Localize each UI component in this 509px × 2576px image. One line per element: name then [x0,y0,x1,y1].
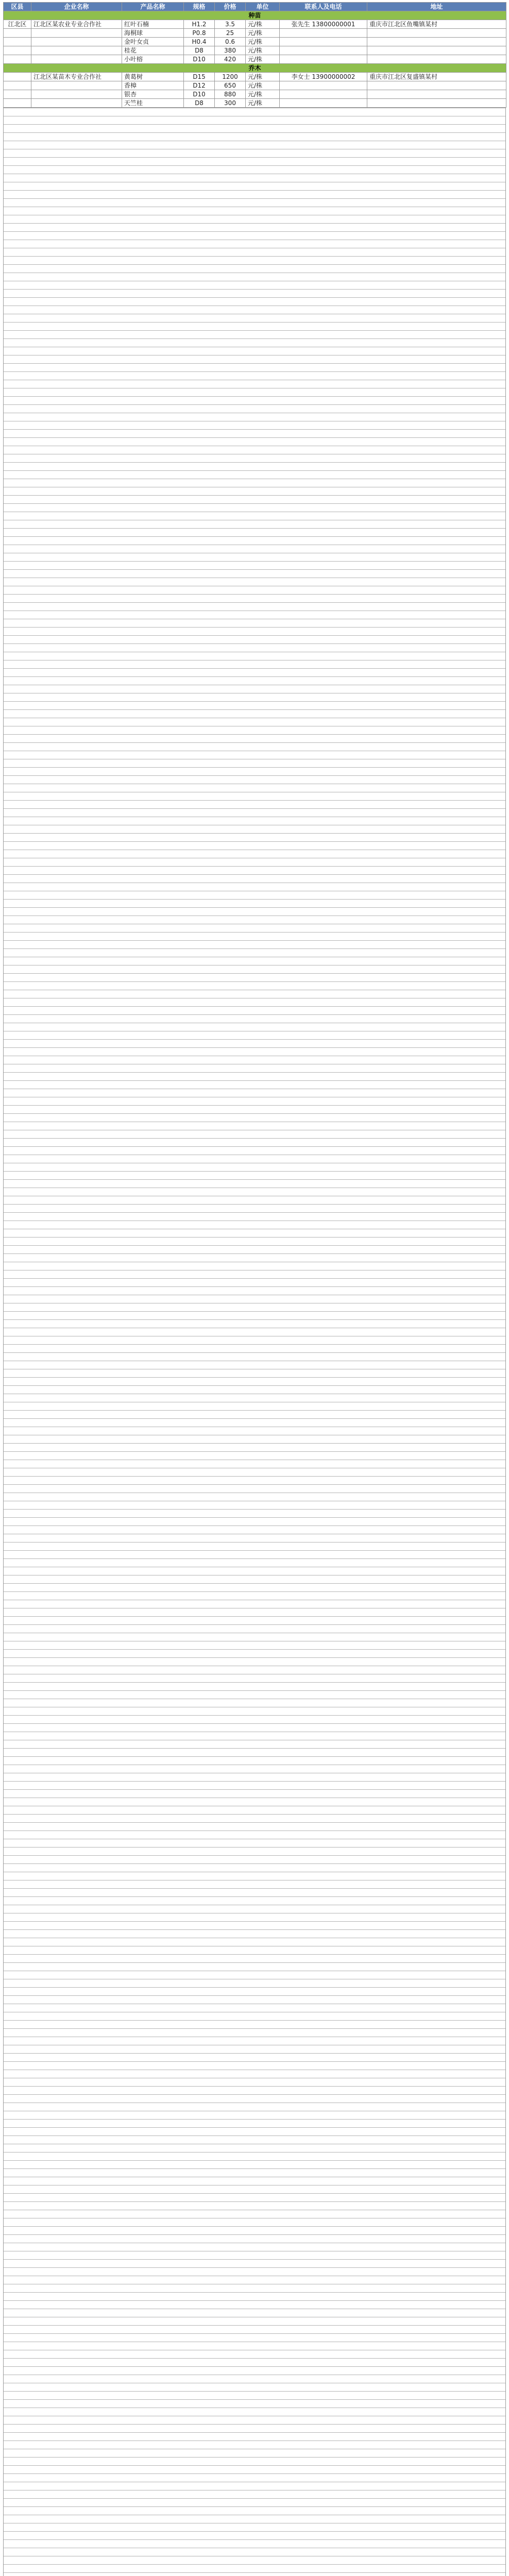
header-company: 企业名称 [31,3,122,11]
cell-district [4,46,31,55]
cell-company: 江北区某农业专业合作社 [31,20,122,29]
cell-district [4,73,31,81]
cell-contact [280,46,367,55]
cell-product: 小叶榕 [122,55,184,64]
cell-price: 380 [215,46,246,55]
header-unit: 单位 [246,3,280,11]
cell-address [367,81,506,90]
cell-spec: D10 [184,90,215,99]
category-label: 乔木 [4,64,506,73]
cell-address [367,99,506,108]
header-product: 产品名称 [122,3,184,11]
cell-company: 江北区某苗木专业合作社 [31,73,122,81]
cell-price: 420 [215,55,246,64]
cell-product: 银杏 [122,90,184,99]
cell-spec: D15 [184,73,215,81]
table-continuation [3,108,506,2576]
cell-company [31,38,122,46]
cell-unit: 元/株 [246,55,280,64]
cell-district [4,38,31,46]
cell-unit: 元/株 [246,46,280,55]
cell-contact [280,55,367,64]
cell-price: 1200 [215,73,246,81]
cell-price: 3.5 [215,20,246,29]
cell-spec: P0.8 [184,29,215,38]
cell-spec: D12 [184,81,215,90]
cell-unit: 元/株 [246,81,280,90]
category-label: 种苗 [4,11,506,20]
cell-product: 金叶女贞 [122,38,184,46]
cell-unit: 元/株 [246,73,280,81]
cell-company [31,99,122,108]
cell-address [367,90,506,99]
table-row [4,20,506,29]
cell-district [4,81,31,90]
cell-contact: 张先生 13800000001 [280,20,367,29]
cell-unit: 元/株 [246,99,280,108]
cell-spec: D8 [184,99,215,108]
cell-price: 880 [215,90,246,99]
cell-address [367,29,506,38]
table-row [4,81,506,90]
cell-unit: 元/株 [246,29,280,38]
cell-price: 25 [215,29,246,38]
nursery-price-table [3,2,506,108]
header-price: 价格 [215,3,246,11]
table-row [4,73,506,81]
table-row [4,46,506,55]
cell-address [367,46,506,55]
cell-product: 天竺桂 [122,99,184,108]
cell-product: 红叶石楠 [122,20,184,29]
table-row [4,55,506,64]
cell-price: 650 [215,81,246,90]
cell-product: 桂花 [122,46,184,55]
cell-district [4,29,31,38]
cell-product: 海桐球 [122,29,184,38]
header-row [4,3,506,11]
cell-product: 黄葛树 [122,73,184,81]
category-row [4,11,506,20]
cell-spec: D10 [184,55,215,64]
cell-unit: 元/株 [246,20,280,29]
header-contact: 联系人及电话 [280,3,367,11]
cell-company [31,81,122,90]
cell-contact [280,38,367,46]
cell-contact: 李女士 13900000002 [280,73,367,81]
table-row [4,29,506,38]
cell-address [367,55,506,64]
cell-unit: 元/株 [246,90,280,99]
cell-contact [280,99,367,108]
cell-company [31,46,122,55]
cell-spec: H0.4 [184,38,215,46]
cell-price: 300 [215,99,246,108]
cell-company [31,29,122,38]
cell-company [31,90,122,99]
cell-district [4,90,31,99]
cell-address [367,38,506,46]
header-address: 地址 [367,3,506,11]
table-row [4,90,506,99]
table-row [4,38,506,46]
header-district: 区县 [4,3,31,11]
category-row [4,64,506,73]
cell-address: 重庆市江北区复盛镇某村 [367,73,506,81]
cell-spec: H1.2 [184,20,215,29]
cell-unit: 元/株 [246,38,280,46]
table-row [4,99,506,108]
cell-district [4,55,31,64]
cell-contact [280,81,367,90]
header-spec: 规格 [184,3,215,11]
cell-district [4,99,31,108]
cell-contact [280,90,367,99]
cell-company [31,55,122,64]
cell-contact [280,29,367,38]
cell-district: 江北区 [4,20,31,29]
cell-address: 重庆市江北区鱼嘴镇某村 [367,20,506,29]
cell-spec: D8 [184,46,215,55]
cell-price: 0.6 [215,38,246,46]
cell-product: 香樟 [122,81,184,90]
